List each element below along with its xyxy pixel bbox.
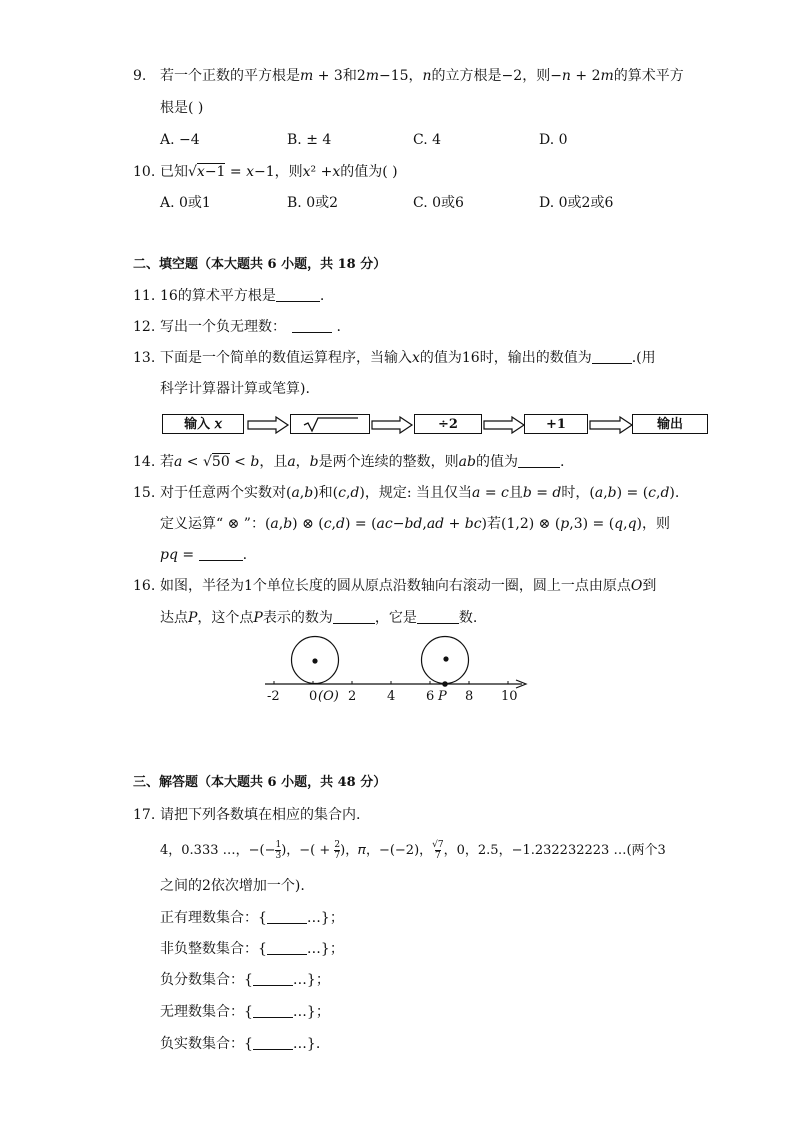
q9-stem-line1: 若一个正数的平方根是𝑚 + 3和2𝑚−15，𝑛的立方根是−2，则−𝑛 + 2𝑚的算术平方: [160, 68, 684, 84]
q9-option-b: B. ± 4: [287, 132, 332, 148]
sqrt-sign-icon: [292, 415, 368, 433]
q16-text-a: 达点𝑃，这个点𝑃表示的数为: [160, 610, 333, 626]
q12-stem: [160, 317, 341, 337]
arrow-right-icon: [588, 414, 634, 436]
answer-blank: [333, 609, 375, 624]
q15-stem-line2: 定义运算“ ⊗ ”：(𝑎,𝑏) ⊗ (𝑐,𝑑) = (𝑎𝑐−𝑏𝑑,𝑎𝑑 + 𝑏𝑐)若(1,2) ⊗ (𝑝,3) = (𝑞,𝑞)，则: [160, 516, 671, 532]
frac-den: 3: [275, 851, 282, 861]
q9-number: 9.: [133, 68, 147, 84]
fraction-sqrt7-over-7: [432, 840, 443, 861]
frac-num: 2: [334, 840, 341, 850]
q10-number: 10.: [133, 164, 156, 180]
tick-label: 4: [387, 689, 396, 704]
flow-output-box: 输出: [632, 414, 708, 434]
q14-radicand: 50: [211, 454, 230, 470]
point-p: [442, 681, 448, 687]
set-end: …}；: [292, 972, 330, 988]
arrow-right-icon: [246, 414, 290, 436]
q17-numbers: [160, 838, 666, 864]
tick-label: 2: [348, 689, 357, 704]
q15-number: 15.: [133, 485, 156, 501]
q9-option-c: C. 4: [413, 132, 442, 148]
q11-stem: [160, 286, 324, 306]
flow-sqrt-box: [290, 414, 370, 434]
q10-option-b: B. 0或2: [287, 195, 339, 211]
q15-line3-text: 𝑝𝑞 =: [160, 547, 199, 563]
answer-blank: [267, 940, 307, 955]
q16-text-b: ，它是: [374, 610, 417, 626]
answer-blank: [267, 909, 307, 924]
set-end: …}.: [292, 1036, 321, 1052]
q15-line3-end: .: [242, 547, 248, 563]
q9-option-a: A. −4: [160, 132, 200, 148]
section-3-heading: 三、解答题（本大题共 6 小题，共 48 分）: [133, 775, 387, 790]
q11-number: 11.: [133, 288, 156, 304]
tick-label: 6: [426, 689, 435, 704]
tick-label: 8: [465, 689, 474, 704]
flow-add-box: +1: [524, 414, 588, 434]
q12-text: 写出一个负无理数：: [160, 319, 286, 335]
set-end: …}；: [306, 941, 344, 957]
q10-option-a: A. 0或1: [160, 195, 211, 211]
set-label: 正有理数集合：{: [160, 910, 267, 926]
set-positive-rational: [160, 908, 344, 928]
q15-stem-line1: 对于任意两个实数对(𝑎,𝑏)和(𝑐,𝑑)，规定: 当且仅当𝑎 = 𝑐且𝑏 = 𝑑时，(𝑎,𝑏) = (𝑐,𝑑).: [160, 485, 680, 501]
q13-line1-end: .(用: [631, 350, 656, 366]
q17-numbers-c: )，𝜋，−(−2)，: [340, 843, 433, 858]
set-label: 负分数集合：{: [160, 972, 253, 988]
q13-stem-line2: 科学计算器计算或笔算).: [160, 381, 310, 397]
answer-blank: [292, 318, 332, 333]
q17-numbers-d: ，0，2.5，−1.232232223 …(两个3: [443, 843, 666, 858]
q17-numbers-b: )，−( +: [281, 843, 335, 858]
q16-text-c: 数.: [458, 610, 478, 626]
q14-post: < 𝑏，且𝑎，𝑏是两个连续的整数，则𝑎𝑏的值为: [229, 454, 518, 470]
q16-number: 16.: [133, 578, 156, 594]
tick-label: -2: [267, 689, 280, 704]
q12-number: 12.: [133, 319, 156, 335]
q15-stem-line3: [160, 545, 247, 565]
sqrt-sign-icon: √: [188, 164, 197, 180]
q14-end: .: [559, 454, 565, 470]
answer-blank: [253, 971, 293, 986]
arrow-right-icon: [370, 414, 414, 436]
q13-text: 下面是一个简单的数值运算程序，当输入𝑥的值为16时，输出的数值为: [160, 350, 592, 366]
q9-stem-line2: 根是( ): [160, 100, 204, 116]
answer-blank: [518, 453, 560, 468]
answer-blank: [592, 349, 632, 364]
q12-end: .: [332, 319, 341, 335]
frac-num: 1: [275, 840, 282, 850]
set-end: …}；: [306, 910, 344, 926]
q10-stem: [160, 162, 398, 182]
q17-numbers-a: 4，0.333 …，−(−: [160, 843, 276, 858]
q10-option-c: C. 0或6: [413, 195, 464, 211]
arrow-right-icon: [482, 414, 526, 436]
q13-number: 13.: [133, 350, 156, 366]
answer-blank: [276, 287, 320, 302]
rolling-circle-number-line: [260, 632, 540, 708]
q11-text: 16的算术平方根是: [160, 288, 276, 304]
answer-blank: [199, 546, 243, 561]
q16-stem-line1: 如图，半径为1个单位长度的圆从原点沿数轴向右滚动一圈，圆上一点由原点𝑂到: [160, 578, 657, 594]
q10-radicand: 𝑥−1: [196, 164, 226, 180]
set-label: 负实数集合：{: [160, 1036, 253, 1052]
flow-divide-box: ÷2: [414, 414, 482, 434]
answer-blank: [253, 1035, 293, 1050]
set-negative-real: [160, 1034, 320, 1054]
q16-stem-line2: [160, 608, 477, 628]
tick-label: 10: [501, 689, 518, 704]
frac-den: 7: [435, 851, 441, 861]
answer-blank: [253, 1003, 293, 1018]
set-nonnegative-integer: [160, 939, 344, 959]
q14-stem: [160, 452, 564, 472]
q13-stem-line1: [160, 348, 656, 368]
answer-blank: [417, 609, 459, 624]
frac-num: √7: [432, 840, 444, 850]
set-irrational: [160, 1002, 330, 1022]
q17-number: 17.: [133, 807, 156, 823]
origin-label: (𝑂): [318, 689, 339, 704]
q17-stem-line3: 之间的2依次增加一个).: [160, 878, 305, 894]
q11-end: .: [319, 288, 325, 304]
circle-end-center: [443, 656, 448, 661]
q14-number: 14.: [133, 454, 156, 470]
tick-label: 0: [309, 689, 318, 704]
frac-den: 7: [334, 851, 341, 861]
q17-stem-line1: 请把下列各数填在相应的集合内.: [160, 807, 361, 823]
set-end: …}；: [292, 1004, 330, 1020]
circle-start-center: [312, 658, 317, 663]
set-label: 非负整数集合：{: [160, 941, 267, 957]
q10-pre: 已知: [160, 164, 188, 180]
q10-option-d: D. 0或2或6: [539, 195, 614, 211]
flow-input-box: 输入 𝑥: [162, 414, 244, 434]
program-flowchart: [162, 414, 710, 436]
q9-option-d: D. 0: [539, 132, 568, 148]
set-label: 无理数集合：{: [160, 1004, 253, 1020]
set-negative-fraction: [160, 970, 330, 990]
q10-post: = 𝑥−1，则𝑥² +𝑥的值为( ): [225, 164, 398, 180]
q14-pre: 若𝑎 <: [160, 454, 203, 470]
sqrt-sign-icon: √: [202, 454, 212, 470]
point-p-label: 𝑃: [438, 689, 447, 704]
section-2-heading: 二、填空题（本大题共 6 小题，共 18 分）: [133, 257, 387, 272]
